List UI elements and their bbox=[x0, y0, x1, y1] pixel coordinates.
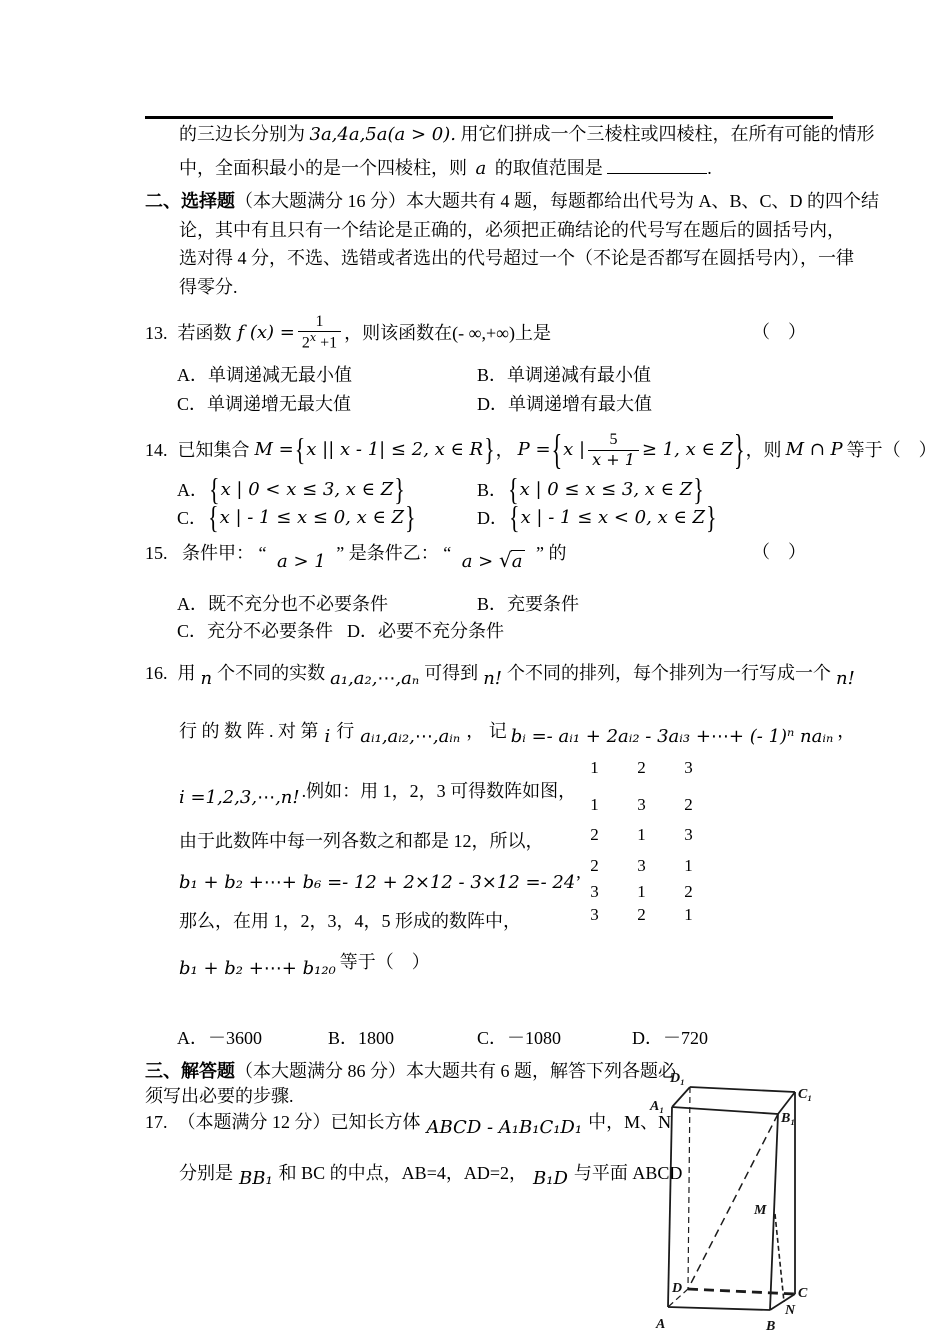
vertex-label-A1: A₁ bbox=[650, 1099, 665, 1114]
matrix-cell: 1 bbox=[590, 795, 599, 814]
q14-option-d-body: x | - 1 ≤ x < 0, x ∈ Z bbox=[520, 507, 706, 528]
point-label-M: M bbox=[754, 1203, 767, 1218]
q16-l1-fact: n! bbox=[483, 668, 503, 689]
q14-option-a-label: A． bbox=[177, 480, 208, 500]
q14-option-b-rbrace: } bbox=[693, 471, 704, 508]
vertex-label-B: B bbox=[766, 1319, 776, 1334]
q13-option-d: D．单调递增有最大值 bbox=[477, 394, 652, 414]
q14-option-a-lbrace: { bbox=[209, 471, 220, 508]
q17-l1-pre: （本题满分 12 分）已知长方体 bbox=[177, 1112, 421, 1132]
q12-var-a: a bbox=[475, 158, 487, 179]
q17-number: 17. bbox=[145, 1112, 168, 1132]
q14-option-b-body: x | 0 ≤ x ≤ 3, x ∈ Z bbox=[519, 479, 693, 500]
point-label-N: N bbox=[785, 1303, 796, 1318]
q17-l2-post: 与平面 ABCD bbox=[573, 1163, 683, 1183]
q13-post: 上是 bbox=[514, 323, 551, 343]
section3-header bbox=[145, 1059, 676, 1083]
q13-fraction bbox=[298, 313, 341, 353]
matrix-row bbox=[571, 855, 712, 877]
matrix-cell: 3 bbox=[637, 795, 646, 814]
vertex-label-C1: C₁ bbox=[798, 1087, 813, 1102]
q13-answer-paren: （ ） bbox=[752, 322, 806, 342]
q13-fn: f (x) = bbox=[237, 322, 295, 343]
q17-l2-math1: BB₁ bbox=[239, 1168, 273, 1189]
q14-option-d-rbrace: } bbox=[706, 499, 717, 536]
q16-l5-math: b₁ + b₂ +⋯+ b₆ =- 12 + 2×12 - 3×12 =- 24 bbox=[179, 872, 576, 893]
q12-line1-math: 3a,4a,5a(a > 0). bbox=[309, 124, 456, 145]
q14-option-c bbox=[177, 499, 417, 536]
q15-option-d: D．必要不充分条件 bbox=[347, 621, 505, 641]
q14-stem bbox=[145, 426, 937, 474]
q13-stem bbox=[145, 310, 551, 356]
q12-period: . bbox=[707, 158, 712, 178]
q14-option-d-label: D． bbox=[477, 508, 508, 528]
matrix-cell: 1 bbox=[684, 905, 693, 924]
q14-m-lbrace: { bbox=[294, 431, 306, 468]
q15-number: 15. bbox=[145, 543, 168, 563]
edge-D1D-dashed bbox=[688, 1087, 690, 1289]
edge-AB bbox=[668, 1307, 770, 1310]
q16-option-d: D．－720 bbox=[632, 1028, 708, 1048]
q14-m-body: x || x - 1| ≤ 2, x ∈ R bbox=[306, 439, 484, 460]
q15-option-b: B．充要条件 bbox=[477, 594, 580, 614]
q17-l2-mid: 和 BC 的中点，AB=4，AD=2， bbox=[278, 1163, 527, 1183]
q14-option-a-body: x | 0 < x ≤ 3, x ∈ Z bbox=[220, 479, 394, 500]
vertex-label-C: C bbox=[798, 1286, 808, 1301]
diagonal-B1D-dashed bbox=[688, 1114, 778, 1289]
q14-frac-den: x + 1 bbox=[588, 450, 639, 469]
q14-pre: 已知集合 bbox=[177, 440, 250, 460]
matrix-cell: 2 bbox=[637, 758, 646, 777]
q14-p-lbrace: { bbox=[551, 425, 563, 473]
q16-l1-t3: 可得到 bbox=[424, 663, 479, 683]
q13-frac-num: 1 bbox=[315, 312, 324, 330]
q15-cond2 bbox=[461, 548, 526, 572]
matrix-row bbox=[571, 757, 712, 779]
q12-line2-mid: 的取值范围是 bbox=[494, 158, 603, 178]
q15-cond2-pre: a > bbox=[461, 551, 499, 572]
q15-options-cd bbox=[177, 619, 504, 643]
q13-option-a: A．单调递减无最小值 bbox=[177, 365, 352, 385]
q16-option-a: A．－3600 bbox=[177, 1028, 262, 1048]
q16-line3 bbox=[179, 779, 577, 808]
matrix-row bbox=[571, 794, 712, 816]
q14-option-c-label: C． bbox=[177, 508, 208, 528]
q14-number: 14. bbox=[145, 440, 168, 460]
matrix-row bbox=[571, 824, 712, 846]
vertex-label-D1: D₁ bbox=[670, 1071, 685, 1086]
matrix-cell: 3 bbox=[637, 856, 646, 875]
q13-den-base: 2 bbox=[301, 334, 310, 352]
q17-l1-post: 中，M、N bbox=[588, 1112, 672, 1132]
q14-option-c-rbrace: } bbox=[405, 499, 416, 536]
cuboid-figure bbox=[648, 1062, 848, 1344]
q16-line5 bbox=[179, 870, 581, 895]
q14-p-pre: x | bbox=[563, 439, 586, 460]
q14-option-b-label: B． bbox=[477, 480, 508, 500]
edge-AA1 bbox=[668, 1107, 672, 1307]
q14-option-d-lbrace: { bbox=[509, 499, 520, 536]
matrix-cell: 1 bbox=[684, 856, 693, 875]
section2-intro1: （本大题满分 16 分）本大题共有 4 题，每题都给出代号为 A、B、C、D 的四个结 bbox=[235, 191, 880, 211]
edge-BB1 bbox=[770, 1114, 778, 1310]
q16-option-b: B．1800 bbox=[328, 1028, 395, 1048]
q14-comma: ， bbox=[495, 440, 514, 460]
q13-mid: ，则该函数在 bbox=[344, 323, 453, 343]
edge-D1C1 bbox=[690, 1087, 795, 1092]
matrix-cell: 1 bbox=[590, 758, 599, 777]
q12-line1 bbox=[179, 122, 874, 147]
q16-l2-pre: 行 的 数 阵 . 对 第 bbox=[179, 721, 319, 741]
q13-den-rest: +1 bbox=[316, 334, 338, 352]
q15-cond1: a > 1 bbox=[277, 551, 326, 572]
matrix-cell: 2 bbox=[684, 795, 693, 814]
top-rule bbox=[145, 116, 833, 119]
matrix-cell: 2 bbox=[590, 825, 599, 844]
vertex-label-A: A bbox=[656, 1317, 666, 1332]
q16-line6: 那么，在用 1，2，3，4，5 形成的数阵中， bbox=[179, 911, 521, 931]
q15-option-a: A．既不充分也不必要条件 bbox=[177, 594, 388, 614]
q16-l7-math: b₁ + b₂ +⋯+ b₁₂₀ bbox=[179, 958, 336, 979]
q14-p-post: ≥ 1, x ∈ Z bbox=[641, 439, 733, 460]
q14-p-rbrace: } bbox=[734, 425, 745, 473]
segment-MN-dashed bbox=[775, 1214, 784, 1302]
vertex-label-D: D bbox=[672, 1281, 683, 1296]
q16-option-c: C．－1080 bbox=[477, 1028, 562, 1048]
q14-option-c-lbrace: { bbox=[208, 499, 219, 536]
matrix-row bbox=[571, 881, 712, 903]
q13-frac-den bbox=[298, 331, 341, 353]
q15-quote-open1: “ bbox=[258, 543, 267, 563]
q16-l2-end: ， bbox=[837, 721, 856, 741]
answer-blank bbox=[607, 157, 707, 174]
q15-sqrt-icon: √ bbox=[498, 548, 512, 572]
matrix-cell: 2 bbox=[590, 856, 599, 875]
matrix-cell: 3 bbox=[590, 905, 599, 924]
q15-pre: 条件甲： bbox=[182, 543, 254, 563]
vertex-label-B1: B₁ bbox=[781, 1111, 796, 1126]
q14-option-b-lbrace: { bbox=[508, 471, 519, 508]
q14-option-c-body: x | - 1 ≤ x ≤ 0, x ∈ Z bbox=[219, 507, 405, 528]
q14-frac-num: 5 bbox=[609, 431, 618, 449]
edge-A1D1 bbox=[672, 1087, 690, 1107]
q17-l2-pre: 分别是 bbox=[179, 1163, 233, 1183]
matrix-cell: 3 bbox=[684, 758, 693, 777]
matrix-cell: 2 bbox=[637, 905, 646, 924]
q15-stem bbox=[145, 540, 567, 572]
q14-post-math: M ∩ P bbox=[785, 439, 843, 460]
q16-line1 bbox=[145, 658, 860, 688]
q16-number: 16. bbox=[145, 663, 168, 683]
q16-l7-end: 等于（ ） bbox=[339, 952, 430, 972]
q13-pre: 若函数 bbox=[177, 323, 232, 343]
matrix-cell: 1 bbox=[637, 825, 646, 844]
q17-l1-math: ABCD - A₁B₁C₁D₁ bbox=[426, 1117, 583, 1138]
q16-l5-end: ’ bbox=[575, 872, 582, 892]
q16-l1-fact2: n! bbox=[836, 668, 855, 689]
q13-number: 13. bbox=[145, 323, 168, 343]
q16-l3-math: i =1,2,3,⋯,n! bbox=[179, 787, 300, 808]
q15-quote-close2: ” bbox=[535, 543, 544, 563]
q17-l2-math2: B₁D bbox=[533, 1168, 568, 1189]
q16-l2-i: i bbox=[324, 726, 331, 747]
q15-post: 的 bbox=[548, 543, 567, 563]
q12-line2-pre: 中，全面积最小的是一个四棱柱，则 bbox=[179, 158, 467, 178]
q15-option-c: C．充分不必要条件 bbox=[177, 621, 334, 641]
section2-intro3: 选对得 4 分，不选、选错或者选出的代号超过一个（不论是否都写在圆括号内），一律 bbox=[179, 248, 854, 268]
section2-intro2: 论，其中有且只有一个结论是正确的，必须把正确结论的代号写在题后的圆括号内， bbox=[179, 220, 845, 240]
q13-den-exp: x bbox=[309, 331, 317, 345]
q14-m-eq: M = bbox=[254, 439, 294, 460]
section2-title: 二、选择题 bbox=[145, 191, 235, 211]
q13-option-c: C．单调递增无最大值 bbox=[177, 394, 352, 414]
section2-header bbox=[145, 189, 879, 213]
q16-line7 bbox=[179, 950, 430, 979]
q15-mid: 是条件乙： bbox=[348, 543, 439, 563]
matrix-row bbox=[571, 904, 712, 926]
section3-intro2: 须写出必要的步骤. bbox=[145, 1086, 294, 1106]
q14-m-rbrace: } bbox=[484, 431, 495, 468]
q16-l1-n: n bbox=[200, 668, 213, 689]
q16-l1-seq: a₁,a₂,⋯,aₙ bbox=[330, 668, 420, 689]
q16-l2-mid: 行 bbox=[336, 721, 355, 741]
q14-post1: ，则 bbox=[745, 440, 782, 460]
q15-answer-paren: （ ） bbox=[752, 542, 806, 562]
q12-line1-post: 用它们拼成一个三棱柱或四棱柱，在所有可能的情形 bbox=[460, 124, 875, 144]
q16-l3-text: .例如：用 1，2，3 可得数阵如图， bbox=[301, 781, 577, 801]
q12-line1-pre: 的三边长分别为 bbox=[179, 124, 305, 144]
section3-intro1: （本大题满分 86 分）本大题共有 6 题，解答下列各题必 bbox=[235, 1061, 676, 1081]
q15-sqrt-arg: a bbox=[511, 550, 526, 572]
q16-l2-eq: bᵢ =- aᵢ₁ + 2aᵢ₂ - 3aᵢ₃ +⋯+ (- 1)ⁿ naᵢₙ bbox=[510, 726, 834, 747]
q16-l1-pre: 用 bbox=[177, 663, 196, 683]
q16-l2-comma: ， 记 bbox=[466, 721, 507, 741]
q16-l2-seq: aᵢ₁,aᵢ₂,⋯,aᵢₙ bbox=[360, 726, 461, 747]
edge-DC-bold-dashed bbox=[688, 1289, 795, 1294]
q14-fraction bbox=[588, 431, 639, 469]
q14-p-eq: P = bbox=[517, 439, 551, 460]
matrix-cell: 1 bbox=[637, 882, 646, 901]
matrix-cell: 2 bbox=[684, 882, 693, 901]
matrix-cell: 3 bbox=[684, 825, 693, 844]
section3-title: 三、解答题 bbox=[145, 1061, 235, 1081]
q14-option-d bbox=[477, 499, 718, 536]
edge-A1B1 bbox=[672, 1107, 778, 1114]
q15-quote-close1: ” bbox=[336, 543, 345, 563]
q16-l1-t4: 个不同的排列，每个排列为一行写成一个 bbox=[507, 663, 832, 683]
section2-intro4: 得零分. bbox=[179, 277, 238, 297]
q14-option-a-rbrace: } bbox=[394, 471, 405, 508]
matrix-cell: 3 bbox=[590, 882, 599, 901]
q16-line2 bbox=[179, 717, 855, 745]
q17-line2 bbox=[179, 1158, 682, 1188]
q17-line1 bbox=[145, 1107, 671, 1137]
q14-post2: 等于（ ） bbox=[846, 440, 937, 460]
q15-quote-open2: “ bbox=[443, 543, 452, 563]
q12-line2 bbox=[179, 156, 712, 181]
q13-interval: (- ∞,+∞) bbox=[452, 323, 515, 343]
q16-l1-t2: 个不同的实数 bbox=[217, 663, 326, 683]
q13-option-b: B．单调递减有最小值 bbox=[477, 365, 652, 385]
q16-line4: 由于此数阵中每一列各数之和都是 12，所以， bbox=[179, 831, 544, 851]
